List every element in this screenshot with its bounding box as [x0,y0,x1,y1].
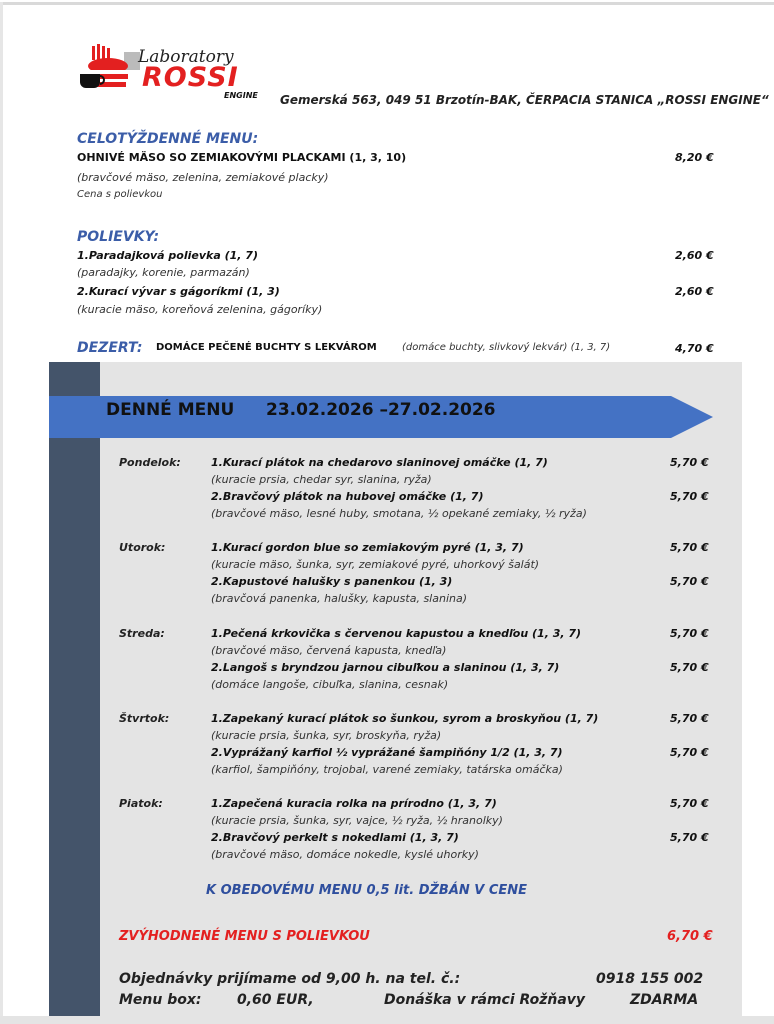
weekly-item-name: OHNIVÉ MÄSO SO ZEMIAKOVÝMI PLACKAMI (1, 3, 10) [77,151,407,164]
daily-item-desc: (bravčové mäso, lesné huby, smotana, ½ opekané zemiaky, ½ ryža) [211,507,587,520]
logo-sub: ENGINE [224,91,258,100]
daily-item-desc: (domáce langoše, cibuľka, slanina, cesnak) [211,678,449,691]
address: Gemerská 563, 049 51 Brzotín-BAK, ČERPACIA STANICA „ROSSI ENGINE“ [280,93,769,107]
daily-item-desc: (kuracie prsia, šunka, syr, broskyňa, ryža) [211,729,442,742]
page-border-bottom [0,1016,774,1024]
daily-item-price: 5,70 € [670,712,709,725]
daily-menu-title: DENNÉ MENU [106,400,235,420]
daily-item-desc: (kuracie prsia, chedar syr, slanina, ryža) [211,473,432,486]
page-border-left [0,2,3,1018]
logo [78,42,268,102]
dessert-title: DEZERT: [77,340,143,356]
weekly-title: CELOTÝŽDENNÉ MENU: [77,131,259,147]
daily-item-price: 5,70 € [670,456,709,469]
daily-menu-dates: 23.02.2026 –27.02.2026 [266,400,496,420]
daily-item-desc: (karfiol, šampiňóny, trojobal, varené zemiaky, tatárska omáčka) [211,763,563,776]
soup-desc: (kuracie mäso, koreňová zelenina, gágoríky) [77,303,323,316]
dessert-desc: (domáce buchty, slivkový lekvár) (1, 3, 7) [402,342,611,353]
soups-title: POLIEVKY: [77,229,160,245]
daily-item-name: 2.Bravčový perkelt s nokedlami (1, 3, 7) [211,831,459,844]
daily-item-desc: (bravčová panenka, halušky, kapusta, slanina) [211,592,468,605]
menu-box-label: Menu box: [119,992,202,1008]
weekly-item-price: 8,20 € [675,151,714,164]
daily-item-desc: (kuracie prsia, šunka, syr, vajce, ½ ryža, ½ hranolky) [211,814,503,827]
logo-graphic [78,42,268,102]
daily-item-name: 2.Bravčový plátok na hubovej omáčke (1, 7) [211,490,484,503]
logo-brand: ROSSI [142,62,239,93]
soup-price: 2,60 € [675,249,714,262]
day-label: Piatok: [119,797,163,810]
combo-label: ZVÝHODNENÉ MENU S POLIEVKOU [119,929,370,944]
dessert-price: 4,70 € [675,342,714,355]
soup-price: 2,60 € [675,285,714,298]
combo-price: 6,70 € [667,929,713,944]
panel-stripe [49,362,100,1016]
delivery-text: Donáška v rámci Rožňavy [384,992,586,1008]
daily-item-price: 5,70 € [670,746,709,759]
daily-item-name: 1.Zapekaný kurací plátok so šunkou, syrom a broskyňou (1, 7) [211,712,599,725]
daily-item-name: 2.Langoš s bryndzou jarnou cibuľkou a slaninou (1, 3, 7) [211,661,560,674]
daily-item-price: 5,70 € [670,831,709,844]
orders-text: Objednávky prijímame od 9,00 h. na tel. č.: [119,971,461,987]
day-label: Utorok: [119,541,166,554]
delivery-price: ZDARMA [630,992,699,1008]
daily-item-name: 1.Kurací plátok na chedarovo slaninovej omáčke (1, 7) [211,456,548,469]
soup-name: 2.Kurací vývar s gágoríkmi (1, 3) [77,285,280,298]
daily-item-name: 1.Kurací gordon blue so zemiakovým pyré (1, 3, 7) [211,541,524,554]
dessert-name: DOMÁCE PEČENÉ BUCHTY S LEKVÁROM [156,342,377,353]
daily-item-desc: (kuracie mäso, šunka, syr, zemiakové pyré, uhorkový šalát) [211,558,540,571]
daily-item-desc: (bravčové mäso, domáce nokedle, kyslé uhorky) [211,848,479,861]
daily-item-price: 5,70 € [670,797,709,810]
day-label: Streda: [119,627,165,640]
drink-note: K OBEDOVÉMU MENU 0,5 lit. DŽBÁN V CENE [206,883,528,898]
day-label: Pondelok: [119,456,181,469]
daily-item-price: 5,70 € [670,541,709,554]
fries-icon [92,44,110,60]
day-label: Štvrtok: [119,712,170,725]
logo-script: Laboratory [138,47,234,67]
soup-desc: (paradajky, korenie, parmazán) [77,266,250,279]
daily-item-name: 1.Pečená krkovička s červenou kapustou a knedľou (1, 3, 7) [211,627,582,640]
daily-item-price: 5,70 € [670,490,709,503]
soup-name: 1.Paradajková polievka (1, 7) [77,249,258,262]
daily-item-price: 5,70 € [670,661,709,674]
daily-item-price: 5,70 € [670,575,709,588]
daily-item-name: 2.Kapustové halušky s panenkou (1, 3) [211,575,453,588]
daily-item-name: 1.Zapečená kuracia rolka na prírodno (1, 3, 7) [211,797,497,810]
page-border-top [0,2,774,5]
weekly-item-note: Cena s polievkou [77,189,163,200]
weekly-item-desc: (bravčové mäso, zelenina, zemiakové placky) [77,171,329,184]
phone-number: 0918 155 002 [596,971,704,987]
daily-item-price: 5,70 € [670,627,709,640]
daily-item-desc: (bravčové mäso, červená kapusta, knedľa) [211,644,447,657]
menu-box-price: 0,60 EUR, [237,992,314,1008]
daily-item-name: 2.Vyprážaný karfiol ½ vyprážané šampiňóny 1/2 (1, 3, 7) [211,746,563,759]
